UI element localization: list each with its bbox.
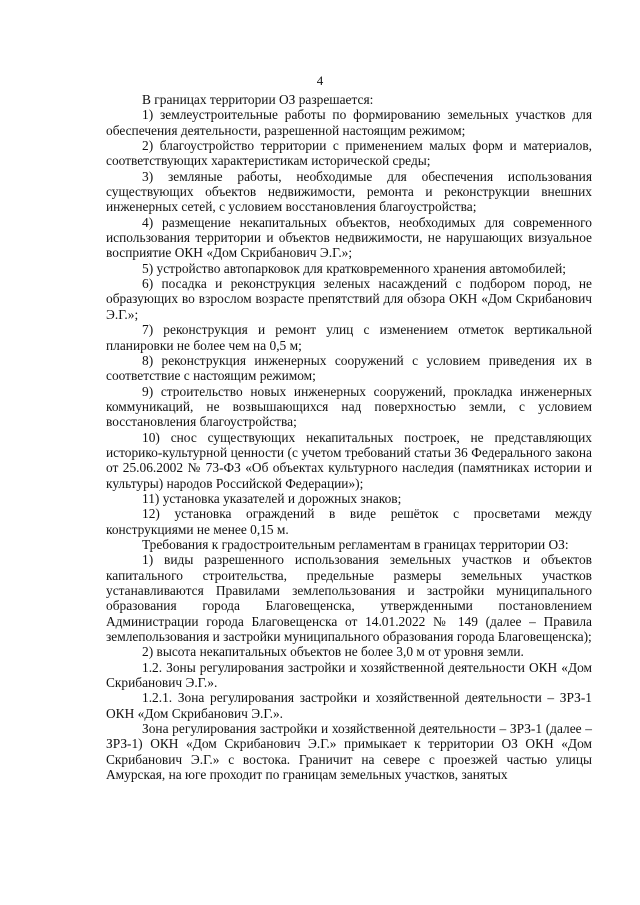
paragraph: 1) землеустроительные работы по формированию земельных участков для обеспечения деятельности, разрешенной настоящим режимом; [106,107,592,138]
paragraph: Зона регулирования застройки и хозяйственной деятельности – ЗРЗ-1 (далее – ЗРЗ-1) ОКН «Дом Скрибанович Э.Г.» примыкает к территории ОЗ ОКН «Дом Скрибанович Э.Г.» с востока. Граничит на севере с проезжей частью улицы Амурская, на юге проходит по границам земельных участков, занятых [106,721,592,783]
paragraph: Требования к градостроительным регламентам в границах территории ОЗ: [142,536,569,552]
paragraph: 4) размещение некапитальных объектов, необходимых для современного использования территории и объектов недвижимости, не нарушающих визуальное восприятие ОКН «Дом Скрибанович Э.Г.»; [106,214,592,261]
page-number: 4 [316,73,324,88]
document-body [106,92,592,782]
paragraph: 5) устройство автопарковок для кратковременного хранения автомобилей; [142,260,566,276]
paragraph: 11) установка указателей и дорожных знаков; [142,490,402,506]
paragraph: 10) снос существующих некапитальных построек, не представляющих историко-культурной ценности (с учетом требований статьи 36 Федерального закона от 25.06.2002 № 73-ФЗ «Об объектах культурного наследия (памятниках истории и культуры) народов Российской Федерации»); [106,429,592,491]
paragraph: 1) виды разрешенного использования земельных участков и объектов капитального строительства, предельные размеры земельных участков устанавливаются Правилами землепользования и застройки муниципального образования города Благовещенска, утвержденными постановлением Администрации города Благовещенска от 14.01.2022 № 149 (далее – Правила землепользования и застройки муниципального образования города Благовещенска); [106,552,592,645]
paragraph: В границах территории ОЗ разрешается: [142,92,374,107]
paragraph: 8) реконструкция инженерных сооружений с условием приведения их в соответствие с настоящим режимом; [106,352,592,384]
paragraph: 1.2. Зоны регулирования застройки и хозяйственной деятельности ОКН «Дом Скрибанович Э.Г.». [106,659,592,691]
paragraph: 9) строительство новых инженерных сооружений, прокладка инженерных коммуникаций, не возвышающихся над поверхностью земли, с условием восстановления благоустройства; [106,383,592,430]
paragraph: 12) установка ограждений в виде решёток с просветами между конструкциями не менее 0,15 м. [106,506,592,537]
paragraph: 2) высота некапитальных объектов не более 3,0 м от уровня земли. [142,644,524,660]
paragraph: 7) реконструкция и ремонт улиц с изменением отметок вертикальной планировки не более чем на 0,5 м; [106,322,592,353]
paragraph: 3) земляные работы, необходимые для обеспечения использования существующих объектов недвижимости, ремонта и реконструкции внешних инженерных сетей, с условием восстановления благоустройства; [106,168,592,215]
paragraph: 6) посадка и реконструкция зеленых насаждений с подбором пород, не образующих во взрослом возрасте препятствий для обзора ОКН «Дом Скрибанович Э.Г.»; [106,276,592,322]
paragraph: 2) благоустройство территории с применением малых форм и материалов, соответствующих характеристикам исторической среды; [106,138,592,169]
paragraph: 1.2.1. Зона регулирования застройки и хозяйственной деятельности – ЗРЗ-1 ОКН «Дом Скрибанович Э.Г.». [106,690,592,721]
